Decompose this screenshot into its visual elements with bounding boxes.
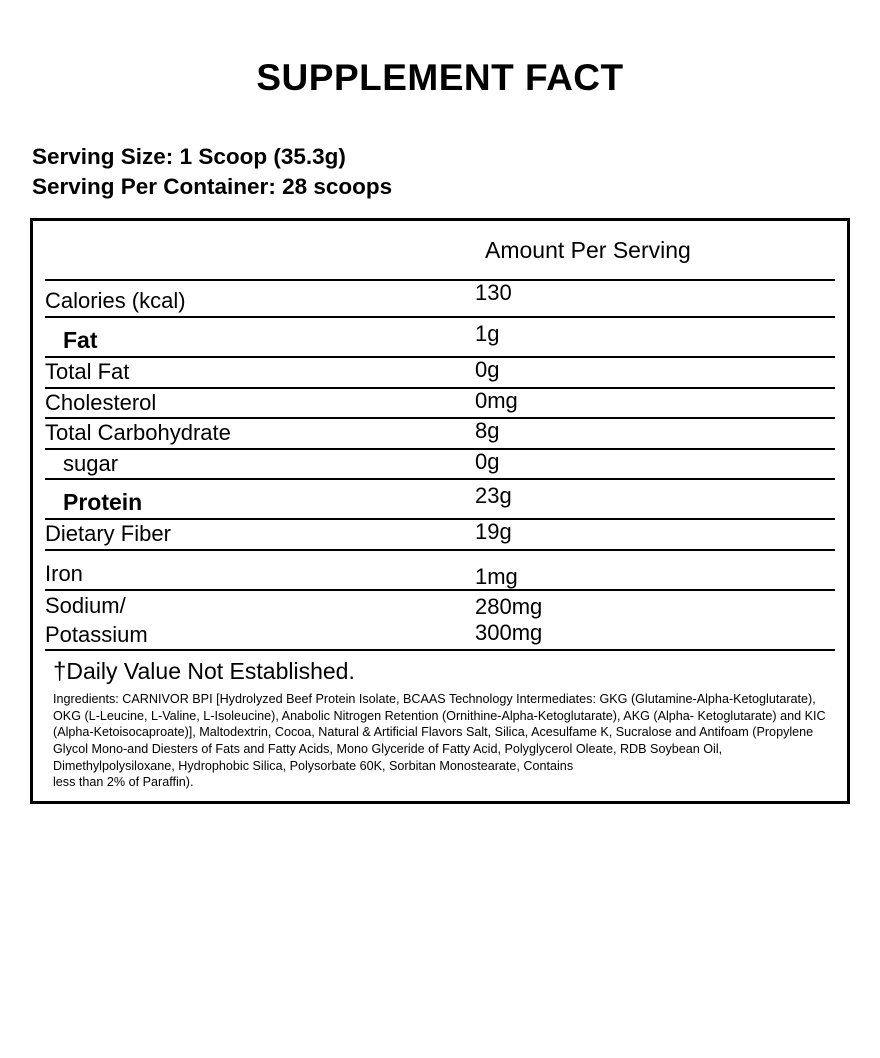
daily-value-note: [45, 649, 835, 687]
serving-size-value: 1 Scoop (35.3g): [179, 143, 346, 169]
nutrient-name: Total Carbohydrate: [45, 418, 475, 449]
serving-per-container-line: [32, 172, 850, 202]
amount-per-serving-header: [45, 221, 835, 279]
nutrient-amount: 0g: [475, 357, 835, 388]
nutrient-amount: 0g: [475, 449, 835, 480]
nutrient-amount: 280mg: [475, 590, 835, 621]
nutrient-name: Potassium: [45, 621, 148, 647]
nutrient-name: Fat: [45, 317, 475, 357]
nutrient-name: Sodium/: [45, 590, 475, 621]
serving-per-container-label: Serving Per Container:: [32, 174, 276, 200]
nutrient-name: Total Fat: [45, 357, 475, 388]
table-row: [45, 479, 835, 519]
nutrient-amount: 300mg: [475, 619, 543, 645]
nutrient-amount: 0mg: [475, 388, 835, 419]
nutrient-name: sugar: [45, 449, 475, 480]
table-row: [45, 621, 835, 650]
ingredients-text: [45, 687, 835, 791]
table-row: [45, 590, 835, 621]
nutrient-amount: 8g: [475, 418, 835, 449]
ingredients-body: Ingredients: CARNIVOR BPI [Hydrolyzed Beef Protein Isolate, BCAAS Technology Intermediates: GKG (Glutamine-Alpha-Ketoglutarate), OKG (L-Leucine, L-Valine, L-Isoleucine), Anabolic Nitrogen Retention (Ornithine-Alpha-Ketoglutarate), AKG (Alpha- Ketoglutarate) and KIC (Alpha-Ketoisocaproate)], Maltodextrin, Cocoa, Natural & Artificial Flavors Salt, Silica, Acesulfame K, Sucralose and Antifoam (Propylene Glycol Mono-and Diesters of Fats and Fatty Acids, Mono Glyceride of Fatty Acid, Polyglycerol Oleate, RDB Soybean Oil, Dimethylpolysiloxane, Hydrophobic Silica, Polysorbate 60K, Sorbitan Monostearate, Contains: [53, 692, 826, 773]
table-row: [45, 357, 835, 388]
nutrient-name: Cholesterol: [45, 388, 475, 419]
amount-per-serving-label: Amount Per Serving: [485, 236, 691, 263]
nutrient-name: Calories (kcal): [45, 280, 475, 317]
daily-value-text: Daily Value Not Established.: [66, 658, 355, 685]
serving-size-line: [32, 142, 850, 172]
page-title: SUPPLEMENT FACT: [256, 57, 624, 98]
table-row: [45, 519, 835, 550]
table-row: [45, 449, 835, 480]
nutrient-name: Iron: [45, 550, 475, 590]
nutrient-amount: 1mg: [475, 550, 835, 590]
nutrient-amount: 19g: [475, 519, 835, 550]
serving-size-label: Serving Size:: [32, 143, 174, 169]
nutrient-amount: 1g: [475, 317, 835, 357]
nutrient-name: Protein: [45, 479, 475, 519]
table-row: [45, 280, 835, 317]
serving-info: [32, 142, 850, 203]
nutrient-name: Dietary Fiber: [45, 519, 475, 550]
dagger-icon: †: [53, 658, 67, 686]
table-row: [45, 550, 835, 590]
table-row: [45, 418, 835, 449]
table-row: [45, 388, 835, 419]
table-row: [45, 317, 835, 357]
nutrition-table: [45, 279, 835, 649]
nutrient-amount: 130: [475, 280, 835, 317]
serving-per-container-value: 28 scoops: [282, 174, 393, 200]
supplement-facts-panel: [0, 58, 880, 1058]
ingredients-tail: less than 2% of Paraffin).: [53, 775, 194, 790]
facts-box: [30, 218, 850, 803]
nutrient-amount: 23g: [475, 479, 835, 519]
